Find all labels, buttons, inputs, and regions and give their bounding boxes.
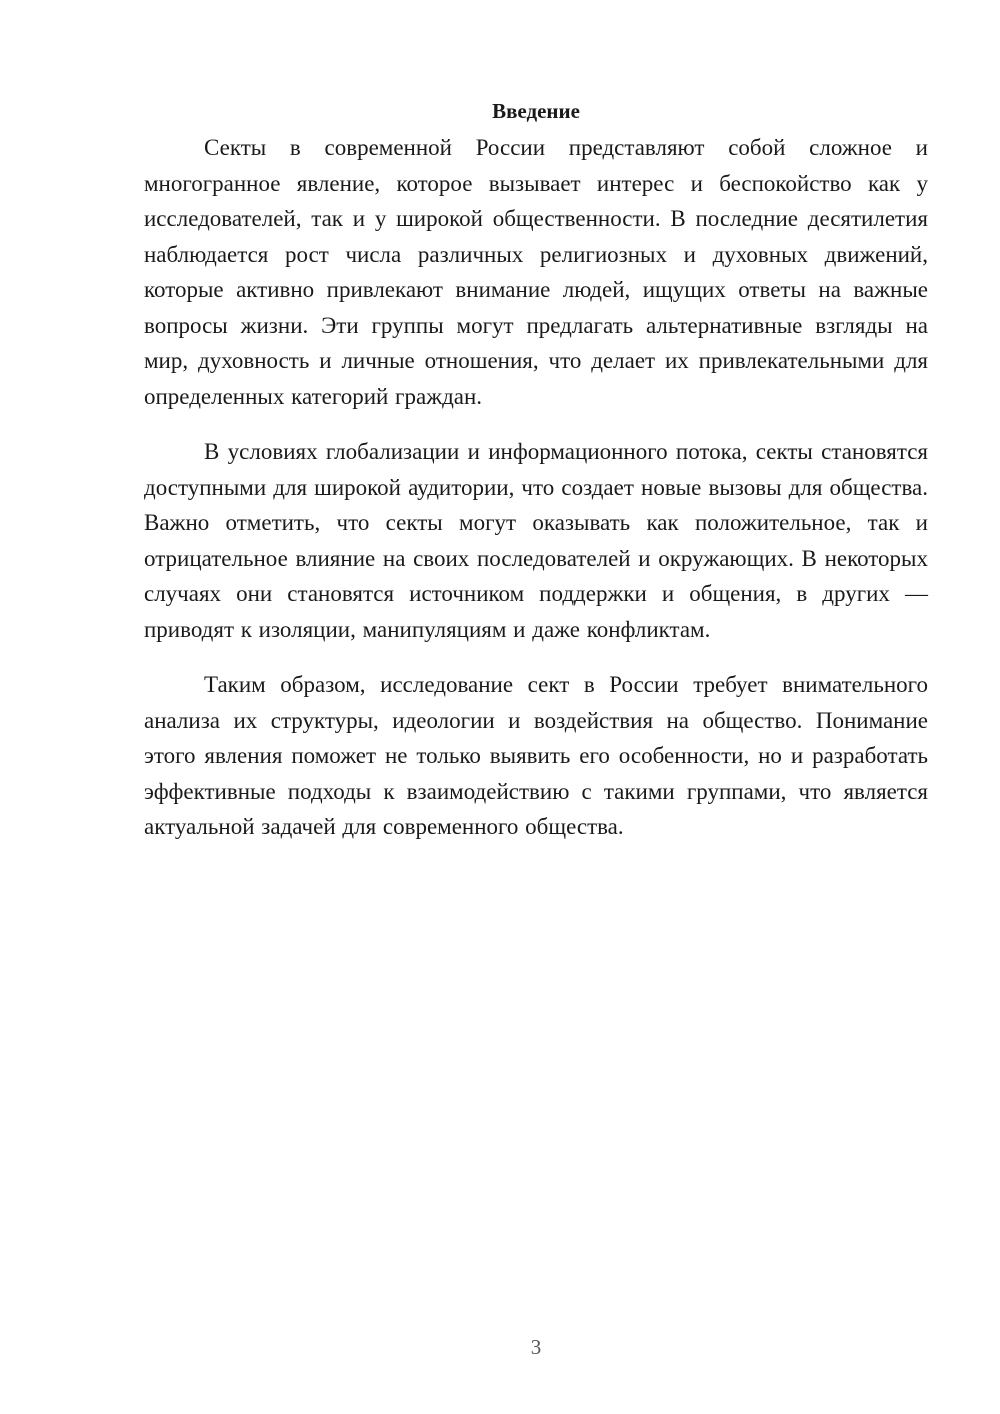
section-heading: Введение	[492, 99, 580, 123]
page-number: 3	[530, 1335, 542, 1359]
paragraph-3: Таким образом, исследование сект в России требует внимательного анализа их структуры, идеологии и воздействия на общество. Понимание этого явления поможет не только выявить его особенности, но и разработать эффективные подходы к взаимодействию с такими группами, что является актуальной задачей для современного общества.	[144, 672, 928, 839]
paragraph-2: В условиях глобализации и информационного потока, секты становятся доступными для широкой аудитории, что создает новые вызовы для общества. Важно отметить, что секты могут оказывать как положительное, так и отрицательное влияние на своих последователей и окружающих. В некоторых случаях они становятся источником поддержки и общения, в других — приводят к изоляции, манипуляциям и даже конфликтам.	[144, 439, 928, 642]
paragraph-1: Секты в современной России представляют собой сложное и многогранное явление, которое вызывает интерес и беспокойство как у исследователей, так и у широкой общественности. В последние десятилетия наблюдается рост числа различных религиозных и духовных движений, которые активно привлекают внимание людей, ищущих ответы на важные вопросы жизни. Эти группы могут предлагать альтернативные взгляды на мир, духовность и личные отношения, что делает их привлекательными для определенных категорий граждан.	[144, 135, 928, 409]
page-content	[144, 96, 928, 845]
